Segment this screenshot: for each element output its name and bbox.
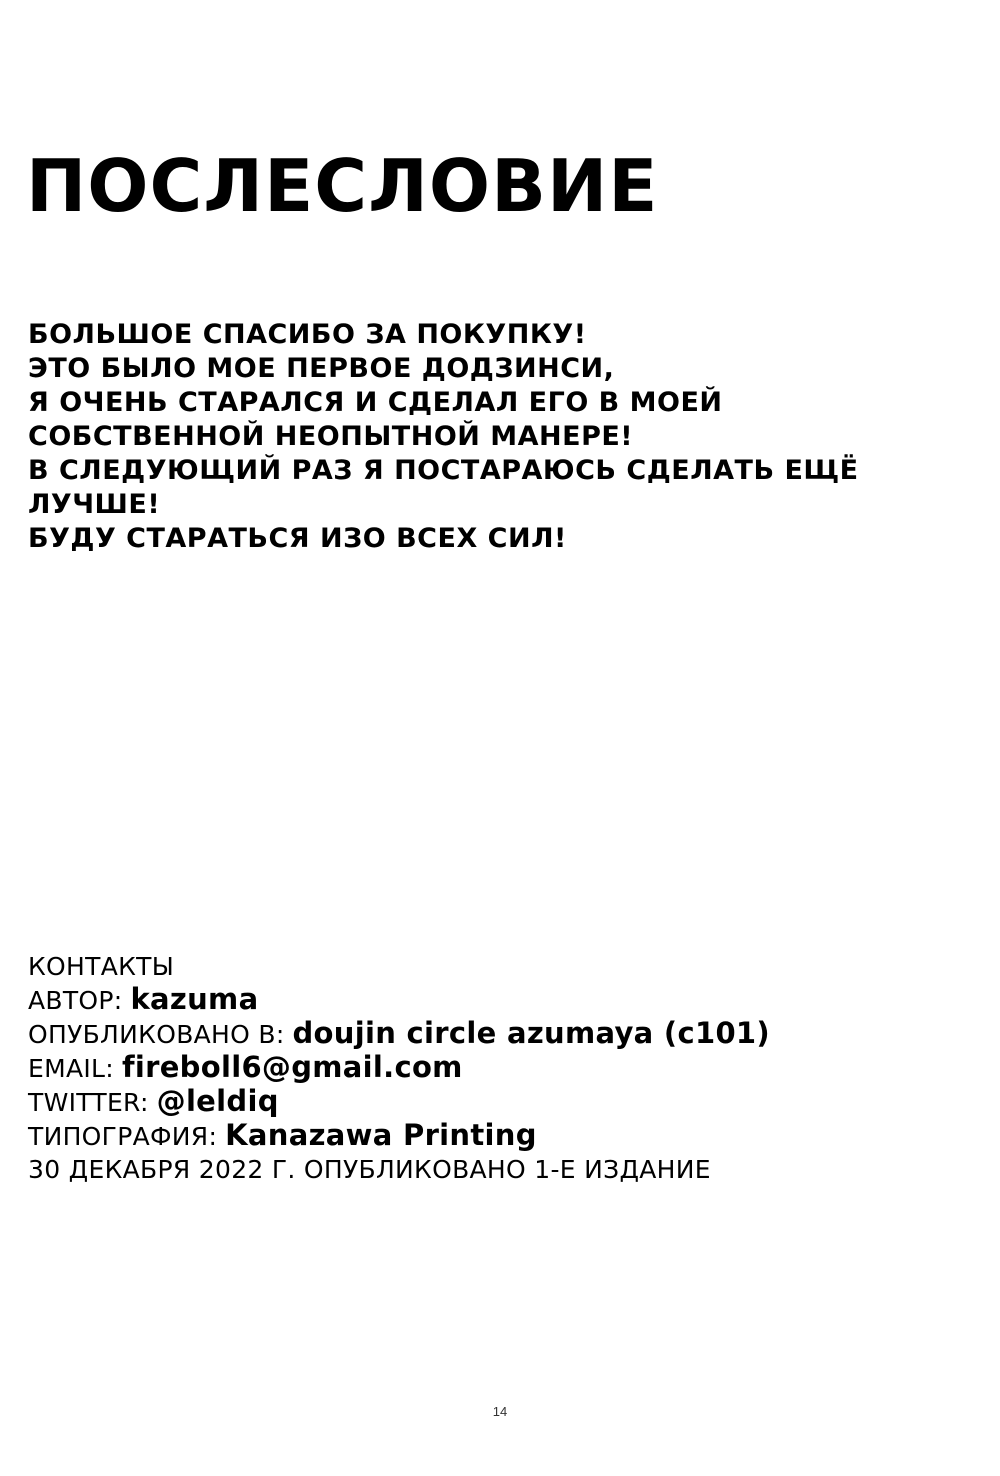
edition-row xyxy=(28,1153,968,1186)
printing-value: Kanazawa Printing xyxy=(225,1118,537,1152)
body-line: В СЛЕДУЮЩИЙ РАЗ Я ПОСТАРАЮСЬ СДЕЛАТЬ ЕЩЁ xyxy=(28,455,859,486)
body-line: ЭТО БЫЛО МОЕ ПЕРВОЕ ДОДЗИНСИ, xyxy=(28,353,615,384)
body-line: Я ОЧЕНЬ СТАРАЛСЯ И СДЕЛАЛ ЕГО В МОЕЙ xyxy=(28,387,723,418)
body-line: ЛУЧШЕ! xyxy=(28,489,161,520)
printing-label: ТИПОГРАФИЯ: xyxy=(28,1122,218,1151)
published-value: doujin circle azumaya (c101) xyxy=(292,1016,770,1050)
author-row xyxy=(28,983,968,1017)
body-line: БУДУ СТАРАТЬСЯ ИЗО ВСЕХ СИЛ! xyxy=(28,523,567,554)
email-label: EMAIL: xyxy=(28,1054,114,1083)
contacts-heading xyxy=(28,950,968,983)
body-line: СОБСТВЕННОЙ НЕОПЫТНОЙ МАНЕРЕ! xyxy=(28,421,634,452)
page-number: 14 xyxy=(492,1404,508,1419)
contacts-heading-text: КОНТАКТЫ xyxy=(28,952,175,981)
published-row xyxy=(28,1017,968,1051)
edition-text: 30 ДЕКАБРЯ 2022 Г. ОПУБЛИКОВАНО 1-Е ИЗДАНИЕ xyxy=(28,1155,711,1184)
author-label: АВТОР: xyxy=(28,986,123,1015)
body-line: БОЛЬШОЕ СПАСИБО ЗА ПОКУПКУ! xyxy=(28,319,587,350)
afterword-body xyxy=(28,318,968,556)
twitter-row xyxy=(28,1085,968,1119)
twitter-label: TWITTER: xyxy=(28,1088,149,1117)
printing-row xyxy=(28,1119,968,1153)
contacts-block xyxy=(28,950,968,1186)
page-title: ПОСЛЕСЛОВИЕ xyxy=(26,144,659,228)
twitter-value: @leldiq xyxy=(156,1084,279,1118)
published-label: ОПУБЛИКОВАНО В: xyxy=(28,1020,285,1049)
author-value: kazuma xyxy=(130,982,259,1016)
email-row xyxy=(28,1051,968,1085)
email-value: fireboll6@gmail.com xyxy=(121,1050,463,1084)
